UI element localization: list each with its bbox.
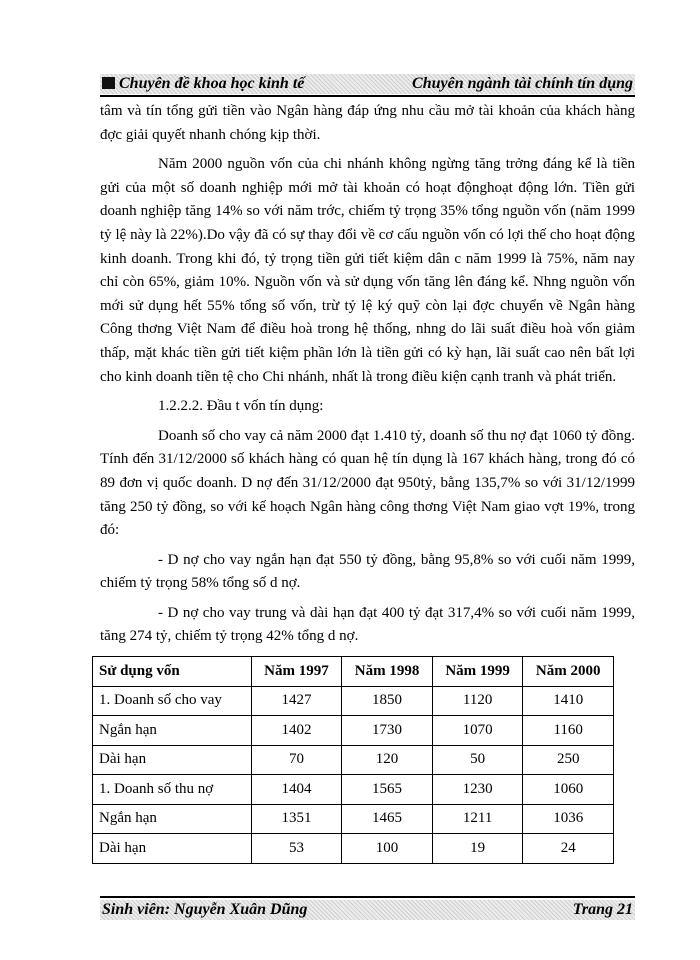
body-text xyxy=(100,100,635,649)
table-header: Năm 1998 xyxy=(342,657,433,687)
table-cell: 53 xyxy=(251,834,342,864)
table-row xyxy=(93,686,614,716)
table-cell: 1465 xyxy=(342,804,433,834)
section-heading: 1.2.2.2. Đầu t vốn tín dụng: xyxy=(158,398,324,415)
paragraph-4: - D nợ cho vay ngắn hạn đạt 550 tỷ đồng, bằng 95,8% so với cuối năm 1999, chiếm tỷ trọng 58% tổng số d nợ. xyxy=(100,551,635,592)
header-rule xyxy=(100,95,635,97)
page-footer xyxy=(100,900,635,920)
table-cell: 1211 xyxy=(432,804,523,834)
footer-page-number: Trang 21 xyxy=(572,901,633,918)
table-cell: 120 xyxy=(342,745,433,775)
footer-student: Sinh viên: Nguyễn Xuân Dũng xyxy=(102,901,308,918)
table-header-row xyxy=(93,657,614,687)
paragraph-2: Năm 2000 nguồn vốn của chi nhánh không ngừng tăng trởng đáng kể là tiền gửi của một số doanh nghiệp mới mở tài khoản có hoạt độnghoạt động lớn. Tiền gửi doanh nghiệp tăng 14% so với năm trớc, chiếm tỷ trọng 35% tổng nguồn vốn (năm 1999 tỷ lệ này là 22%).Do vậy đã có sự thay đổi về cơ cấu nguồn vốn có lợi thế cho hoạt động kinh doanh. Trong khi đó, tỷ trọng tiền gửi tiết kiệm dân c năm 1999 là 75%, năm nay chỉ còn 65%, giảm 10%. Nguồn vốn và sử dụng vốn tăng lên đáng kể. Nhng nguồn vốn mới sử dụng hết 55% tổng số vốn, trừ tỷ lệ ký quỹ còn lại đợc chuyển về Ngân hàng Công thơng Việt Nam để điều hoà trong hệ thống, nhng do lãi suất điều hoà vốn giảm thấp, mặt khác tiền gửi tiết kiệm phần lớn là tiền gửi có kỳ hạn, lãi suất cao nên bất lợi cho kinh doanh tiền tệ cho Chi nhánh, nhất là trong điều kiện cạnh tranh và phát triển. xyxy=(100,156,635,385)
footer-rule xyxy=(100,896,635,898)
table-cell: 1850 xyxy=(342,686,433,716)
table-row xyxy=(93,775,614,805)
table-cell: 1404 xyxy=(251,775,342,805)
table-cell: 50 xyxy=(432,745,523,775)
table-cell: Dài hạn xyxy=(93,834,252,864)
table-cell: 1565 xyxy=(342,775,433,805)
table-row xyxy=(93,834,614,864)
header-right: Chuyên ngành tài chính tín dụng xyxy=(412,75,633,92)
table-cell: 1402 xyxy=(251,716,342,746)
table-cell: 250 xyxy=(523,745,614,775)
table-cell: 1. Doanh số cho vay xyxy=(93,686,252,716)
table-row xyxy=(93,745,614,775)
table-cell: 1060 xyxy=(523,775,614,805)
paragraph-5: - D nợ cho vay trung và dài hạn đạt 400 tỷ đạt 317,4% so với cuối năm 1999, tăng 274 tỷ, chiếm tỷ trọng 42% tổng d nợ. xyxy=(100,604,635,645)
header-left xyxy=(102,75,304,93)
table-cell: 1070 xyxy=(432,716,523,746)
table-header: Năm 1997 xyxy=(251,657,342,687)
table-header: Năm 2000 xyxy=(523,657,614,687)
table-cell: 1. Doanh số thu nợ xyxy=(93,775,252,805)
credit-table xyxy=(92,656,614,864)
table-header: Năm 1999 xyxy=(432,657,523,687)
table-cell: 1036 xyxy=(523,804,614,834)
header-left-text: Chuyên đề khoa học kinh tế xyxy=(119,75,305,92)
table-cell: 24 xyxy=(523,834,614,864)
page-header xyxy=(100,74,635,94)
table-cell: 70 xyxy=(251,745,342,775)
table-cell: Ngắn hạn xyxy=(93,716,252,746)
table-cell: 1730 xyxy=(342,716,433,746)
table-row xyxy=(93,804,614,834)
table-cell: 1351 xyxy=(251,804,342,834)
table-cell: Dài hạn xyxy=(93,745,252,775)
table-cell: 100 xyxy=(342,834,433,864)
table-cell: 19 xyxy=(432,834,523,864)
table-cell: 1160 xyxy=(523,716,614,746)
table-cell: 1427 xyxy=(251,686,342,716)
paragraph-3: Doanh số cho vay cả năm 2000 đạt 1.410 tỷ, doanh số thu nợ đạt 1060 tỷ đồng. Tính đến 31/12/2000 số khách hàng có quan hệ tín dụng là 167 khách hàng, trong đó có 89 đơn vị quốc doanh. D nợ đến 31/12/2000 đạt 950tỷ, bằng 135,7% so với 31/12/1999 tăng 250 tỷ đồng, so với kế hoạch Ngân hàng công thơng Việt Nam giao vợt 19%, trong đó: xyxy=(100,427,635,539)
table-cell: Ngắn hạn xyxy=(93,804,252,834)
table-row xyxy=(93,716,614,746)
paragraph-1: tâm và tín tổng gửi tiền vào Ngân hàng đáp ứng nhu cầu mở tài khoản của khách hàng đợc giải quyết nhanh chóng kịp thời. xyxy=(100,103,635,143)
table-header: Sử dụng vốn xyxy=(93,657,252,687)
table-cell: 1120 xyxy=(432,686,523,716)
table-cell: 1230 xyxy=(432,775,523,805)
table-cell: 1410 xyxy=(523,686,614,716)
document-icon xyxy=(102,77,115,89)
